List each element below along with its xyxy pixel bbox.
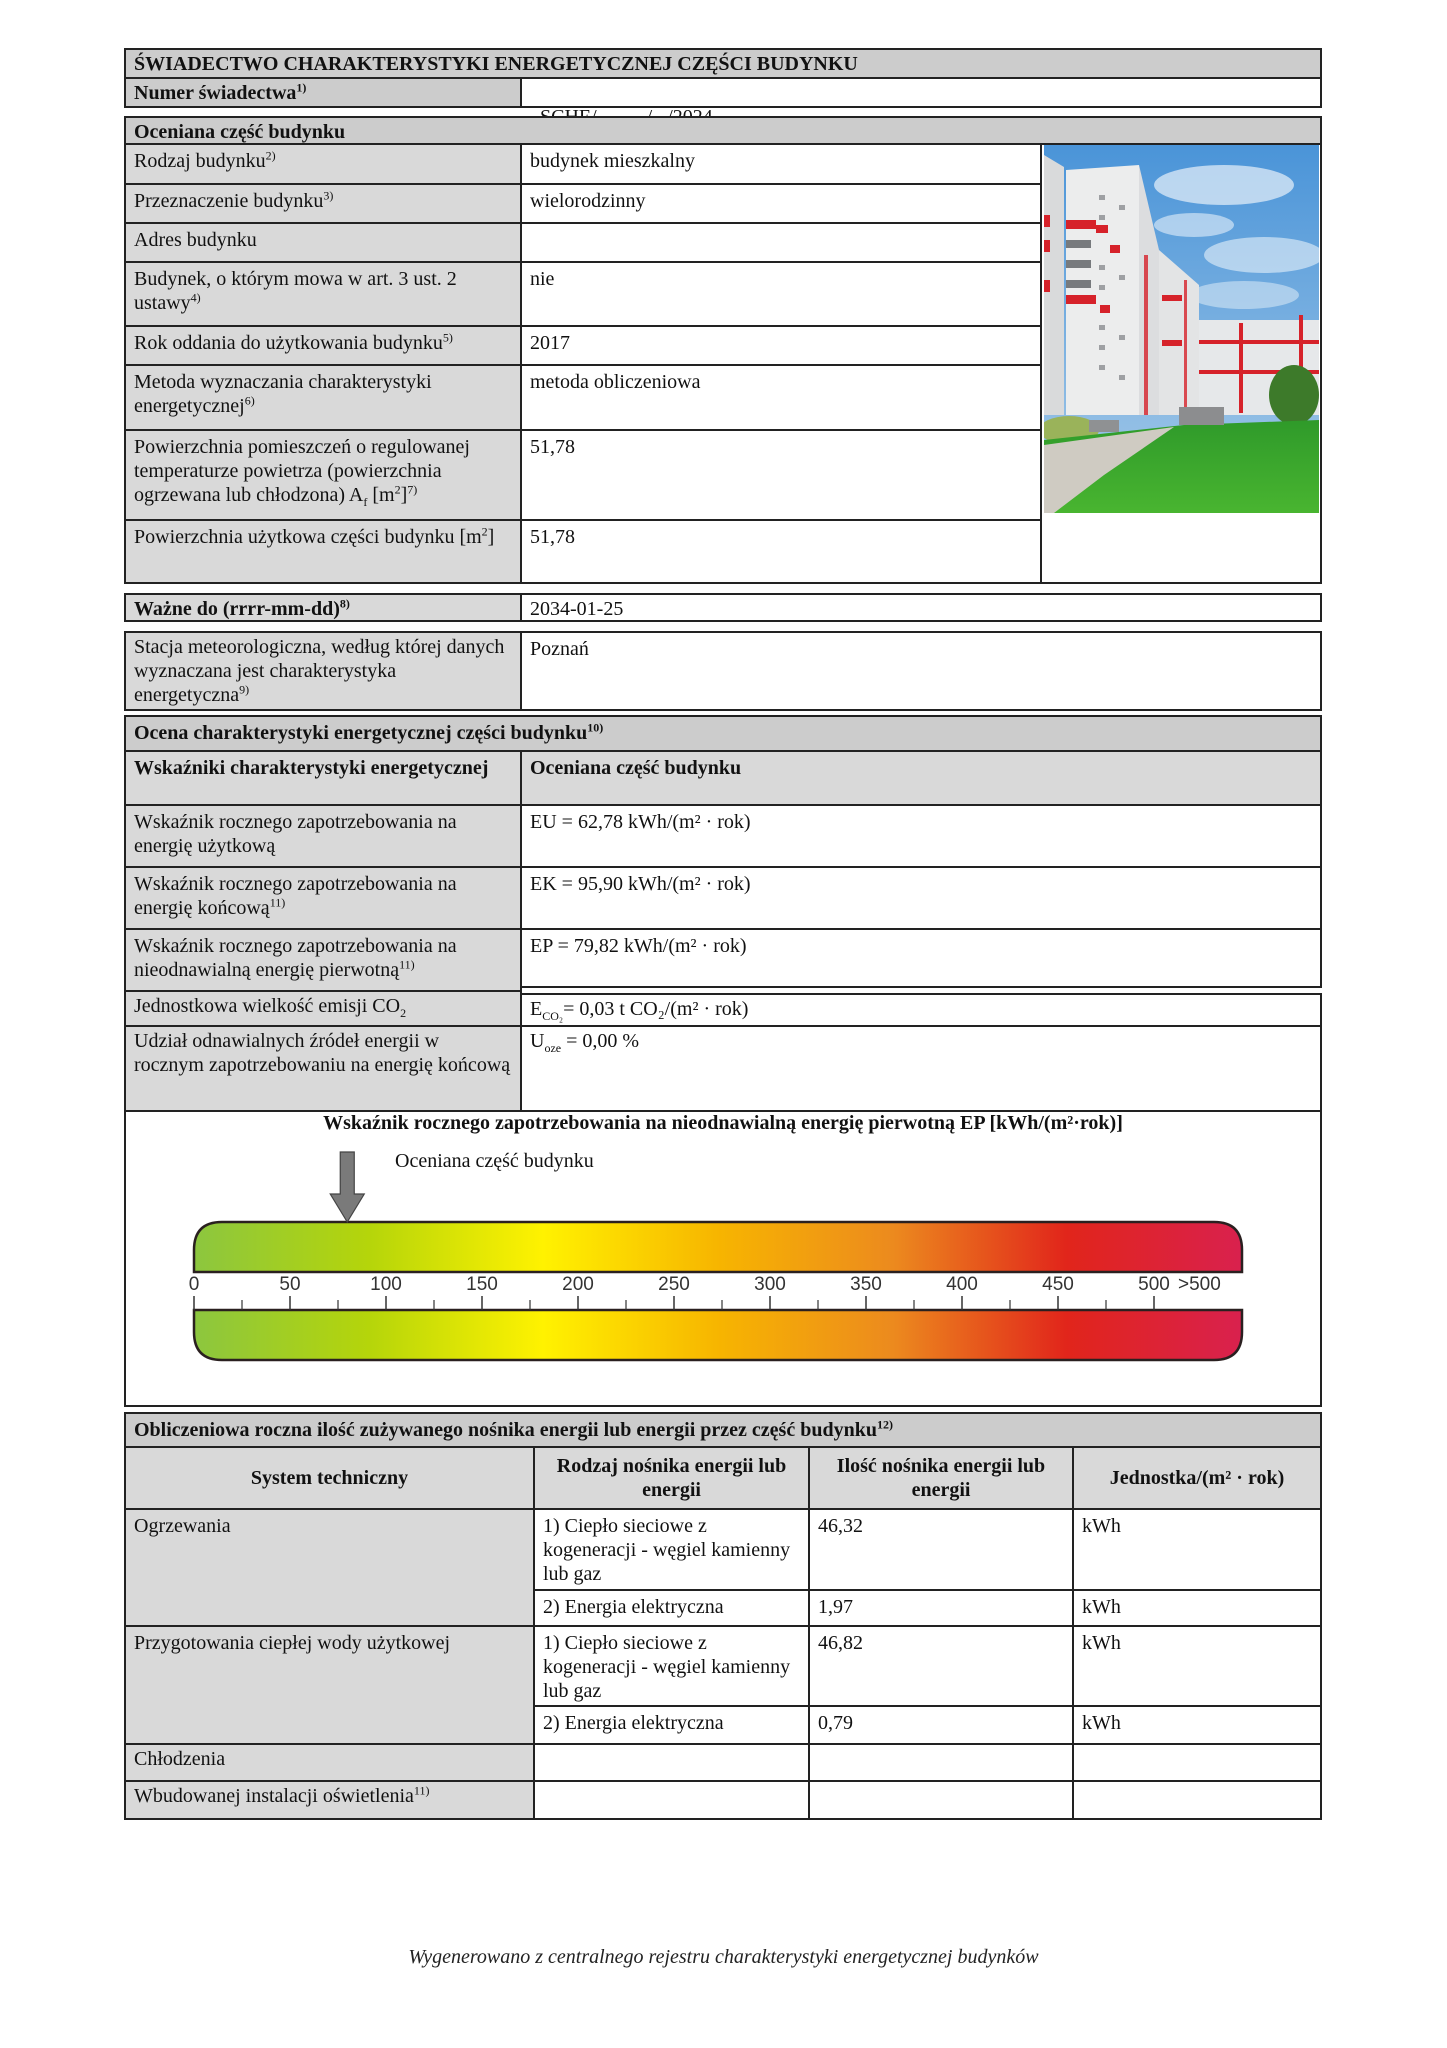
- gauge-bar-top: [194, 1222, 1242, 1272]
- footnote-ref: 3): [323, 188, 334, 203]
- row-usable-area-label: [124, 519, 522, 584]
- carrier-amount: 0,79: [818, 1712, 853, 1734]
- table-cell-unit: [1072, 1780, 1322, 1820]
- label-text: Wskaźnik rocznego zapotrzebowania na energię końcową: [134, 873, 457, 919]
- consumption-title: Obliczeniowa roczna ilość zużywanego nośnika energii lub energii przez część budynku: [134, 1419, 877, 1441]
- label-text: Powierzchnia użytkowa części budynku [m: [134, 526, 482, 548]
- footnote-ref: 11): [399, 957, 415, 972]
- label-text: Przeznaczenie budynku: [134, 190, 324, 212]
- carrier-unit: kWh: [1082, 1515, 1121, 1537]
- symbol: EU: [530, 811, 557, 833]
- assessment-col-right: [520, 750, 1322, 806]
- value-text: 2034-01-25: [530, 598, 624, 620]
- label-text: Ważne do (rrrr-mm-dd): [134, 598, 340, 620]
- oze-label: [124, 1025, 522, 1112]
- subscript: CO₂: [542, 1009, 564, 1023]
- table-row: [533, 1705, 810, 1745]
- ep-label: [124, 928, 522, 992]
- carrier-amount: 1,97: [818, 1596, 853, 1618]
- table-row: [533, 1743, 810, 1782]
- label-text: Rok oddania do użytkowania budynku: [134, 332, 443, 354]
- table-cell-unit: [1072, 1743, 1322, 1782]
- value-text: 2017: [530, 332, 570, 354]
- footnote-ref: 11): [269, 895, 286, 910]
- table-row: [533, 1589, 810, 1627]
- system-hot-water: [124, 1625, 535, 1745]
- unit: kWh/(m² · rok): [627, 811, 751, 833]
- system-name: Przygotowania ciepłej wody użytkowej: [134, 1632, 451, 1654]
- value-text: 51,78: [530, 526, 575, 548]
- gauge-marker-arrow: [330, 1152, 364, 1222]
- ek-value: EK = 95,90 kWh/(m² · rok): [520, 866, 1322, 930]
- symbol: EP: [530, 935, 553, 957]
- row-method-label: [124, 364, 522, 431]
- eu-label: [124, 804, 522, 868]
- carrier-unit: kWh: [1082, 1632, 1121, 1654]
- label-text: Udział odnawialnych źródeł energii w rocznym zapotrzebowaniu na energię końcową: [134, 1030, 511, 1076]
- gauge-overflow-label: >500: [1178, 1274, 1221, 1295]
- subscript: oze: [544, 1041, 562, 1055]
- column-header: Wskaźniki charakterystyki energetycznej: [134, 757, 489, 779]
- label-text: Rodzaj budynku: [134, 150, 266, 172]
- carrier-amount: 46,32: [818, 1515, 863, 1537]
- footnote-ref: 2): [265, 148, 276, 163]
- column-header: Oceniana część budynku: [530, 757, 742, 779]
- column-header: Jednostka/(m² · rok): [1109, 1467, 1285, 1489]
- subscript: 2: [400, 1006, 407, 1020]
- cert-number-value: [520, 77, 1322, 108]
- weather-station-value: [520, 631, 1322, 711]
- building-photo: [1044, 145, 1319, 513]
- row-building-purpose-value: [520, 183, 1042, 224]
- gauge-bar-bottom: [194, 1310, 1242, 1360]
- footnote-ref: 5): [442, 330, 453, 345]
- label-text: Jednostkowa wielkość emisji CO: [134, 995, 401, 1017]
- carrier-unit: kWh: [1082, 1712, 1121, 1734]
- table-cell-amount: [808, 1780, 1074, 1820]
- carrier-type: 2) Energia elektryczna: [543, 1712, 724, 1734]
- footnote-ref: 12): [876, 1417, 893, 1432]
- carrier-type: 1) Ciepło sieciowe z kogeneracji - węgiel kamienny lub gaz: [543, 1632, 791, 1702]
- column-header: System techniczny: [250, 1467, 409, 1489]
- row-art3-label: [124, 261, 522, 327]
- gauge-tick-label: 250: [658, 1274, 690, 1295]
- value-number: 62,78: [577, 811, 623, 833]
- unit: %: [622, 1030, 640, 1052]
- gauge-tick-label: 50: [279, 1274, 301, 1295]
- carrier-unit: kWh: [1082, 1596, 1121, 1618]
- value-text: budynek mieszkalny: [530, 150, 695, 172]
- footnote-ref: 7): [407, 482, 418, 497]
- page-footer: [0, 1946, 1447, 1969]
- building-section-title: Oceniana część budynku: [134, 121, 346, 143]
- certificate-title-text: ŚWIADECTWO CHARAKTERYSTYKI ENERGETYCZNEJ CZĘŚCI BUDYNKU: [134, 53, 858, 75]
- system-name: Wbudowanej instalacji oświetlenia: [134, 1785, 414, 1807]
- carrier-amount: 46,82: [818, 1632, 863, 1654]
- table-row: [533, 1780, 810, 1820]
- table-cell-amount: [808, 1625, 1074, 1707]
- system-heating: [124, 1508, 535, 1627]
- system-name: Ogrzewania: [134, 1515, 231, 1537]
- value-number: 0,00: [582, 1030, 618, 1052]
- value-number: 79,82: [573, 935, 619, 957]
- row-address-value: [520, 222, 1042, 263]
- value-number: 95,90: [577, 873, 623, 895]
- table-cell-unit: [1072, 1508, 1322, 1591]
- row-building-purpose-label: [124, 183, 522, 224]
- label-text: Powierzchnia pomieszczeń o regulowanej temperaturze powietrza (powierzchnia ogrzewana lub chłodzona) A: [134, 436, 470, 506]
- assessment-col-left: [124, 750, 522, 806]
- unit-end: ]: [487, 526, 495, 548]
- gauge-tick-label: 0: [188, 1274, 200, 1295]
- ep-gauge-title: [124, 1112, 1322, 1135]
- symbol: E: [530, 998, 543, 1020]
- cert-number-label: [124, 77, 522, 108]
- row-building-type-label: [124, 143, 522, 185]
- col-header-carrier: [533, 1446, 810, 1510]
- label-text: Wskaźnik rocznego zapotrzebowania na nieodnawialną energię pierwotną: [134, 935, 457, 981]
- unit: kWh/(m² · rok): [627, 873, 751, 895]
- row-address-label: [124, 222, 522, 263]
- certificate-title: [124, 48, 1322, 79]
- oze-value: $U_{oze} = 0,00$ %: [520, 1025, 1322, 1112]
- row-heated-area-value: [520, 429, 1042, 521]
- label-text: Stacja meteorologiczna, według której danych wyznaczana jest charakterystyka energetyczna: [134, 636, 505, 706]
- validity-label: [124, 593, 522, 622]
- superscript: 2: [481, 524, 488, 539]
- footnote-ref: 10): [587, 720, 604, 735]
- ep-value: EP = 79,82 kWh/(m² · rok): [520, 928, 1322, 988]
- value-text: nie: [530, 268, 555, 290]
- value-text: 51,78: [530, 436, 575, 458]
- superscript: 2: [394, 482, 401, 497]
- table-row: [533, 1508, 810, 1591]
- label-text: Wskaźnik rocznego zapotrzebowania na energię użytkową: [134, 811, 457, 857]
- table-cell-amount: [808, 1705, 1074, 1745]
- footnote-ref: 1): [296, 80, 307, 95]
- assessment-title: Ocena charakterystyki energetycznej części budynku: [134, 722, 588, 744]
- carrier-type: 1) Ciepło sieciowe z kogeneracji - węgiel kamienny lub gaz: [543, 1515, 791, 1585]
- footnote-ref: 6): [244, 393, 255, 408]
- assessment-section-header: [124, 715, 1322, 752]
- weather-station-label: [124, 631, 522, 711]
- gauge-tick-label: 500: [1138, 1274, 1170, 1295]
- system-cooling: [124, 1743, 535, 1782]
- footnote-ref: 9): [239, 682, 250, 697]
- footer-text: Wygenerowano z centralnego rejestru charakterystyki energetycznej budynków: [408, 1946, 1039, 1968]
- subscript: f: [363, 495, 368, 509]
- table-row: [533, 1625, 810, 1707]
- table-cell-unit: [1072, 1589, 1322, 1627]
- ek-label: [124, 866, 522, 930]
- gauge-title-text: Wskaźnik rocznego zapotrzebowania na nieodnawialną energię pierwotną EP [kWh/(m²·rok)]: [323, 1112, 1123, 1134]
- value-number: 0,03: [579, 998, 615, 1020]
- row-year-value: [520, 325, 1042, 366]
- gauge-tick-label: 350: [850, 1274, 882, 1295]
- table-cell-unit: [1072, 1625, 1322, 1707]
- cert-number-label-text: Numer świadectwa: [134, 82, 297, 104]
- gauge-tick-label: 100: [370, 1274, 402, 1295]
- footnote-ref: 8): [339, 596, 350, 611]
- system-lighting: [124, 1780, 535, 1820]
- table-cell-amount: [808, 1508, 1074, 1591]
- footnote-ref: 4): [190, 290, 201, 305]
- gauge-tick-label: 400: [946, 1274, 978, 1295]
- building-photo-image: [1044, 145, 1319, 513]
- carrier-type: 2) Energia elektryczna: [543, 1596, 724, 1618]
- symbol: EK: [530, 873, 557, 895]
- col-header-unit: [1072, 1446, 1322, 1510]
- consumption-section-header: [124, 1412, 1322, 1448]
- gauge-tick-label: 200: [562, 1274, 594, 1295]
- table-cell-unit: [1072, 1705, 1322, 1745]
- marker-label-text: Oceniana część budynku: [395, 1150, 594, 1172]
- row-year-label: [124, 325, 522, 366]
- gauge-tick-label: 150: [466, 1274, 498, 1295]
- label-text: Metoda wyznaczania charakterystyki energetycznej: [134, 371, 432, 417]
- gauge-tick-label: 450: [1042, 1274, 1074, 1295]
- column-header: Rodzaj nośnika energii lub energii: [556, 1455, 787, 1501]
- row-art3-value: [520, 261, 1042, 327]
- unit-text: [m: [367, 484, 395, 506]
- ep-gauge-chart: [124, 1140, 1322, 1370]
- co2-label: [124, 990, 522, 1027]
- value-text: Poznań: [530, 638, 589, 660]
- value-text: metoda obliczeniowa: [530, 371, 701, 393]
- row-building-type-value: [520, 143, 1042, 185]
- row-heated-area-label: [124, 429, 522, 521]
- row-usable-area-value: [520, 519, 1042, 584]
- label-text: Adres budynku: [134, 229, 257, 251]
- table-cell-amount: [808, 1589, 1074, 1627]
- co2-value: $E_{CO_2}= 0,03$ t CO₂/(m² · rok): [520, 993, 1322, 1027]
- symbol: U: [530, 1030, 545, 1052]
- unit: t CO₂/(m² · rok): [619, 998, 749, 1020]
- table-cell-amount: [808, 1743, 1074, 1782]
- col-header-amount: [808, 1446, 1074, 1510]
- unit: kWh/(m² · rok): [623, 935, 747, 957]
- eu-value: EU = 62,78 kWh/(m² · rok): [520, 804, 1322, 868]
- gauge-tick-label: 300: [754, 1274, 786, 1295]
- row-method-value: [520, 364, 1042, 431]
- unit-end: ]: [400, 484, 408, 506]
- validity-value: [520, 593, 1322, 622]
- col-header-system: [124, 1446, 535, 1510]
- footnote-ref: 11): [413, 1783, 430, 1798]
- label-text: Budynek, o którym mowa w art. 3 ust. 2 ustawy: [134, 268, 457, 314]
- column-header: Ilość nośnika energii lub energii: [836, 1455, 1046, 1501]
- system-name: Chłodzenia: [134, 1748, 226, 1770]
- building-section-header: [124, 116, 1322, 145]
- value-text: wielorodzinny: [530, 190, 646, 212]
